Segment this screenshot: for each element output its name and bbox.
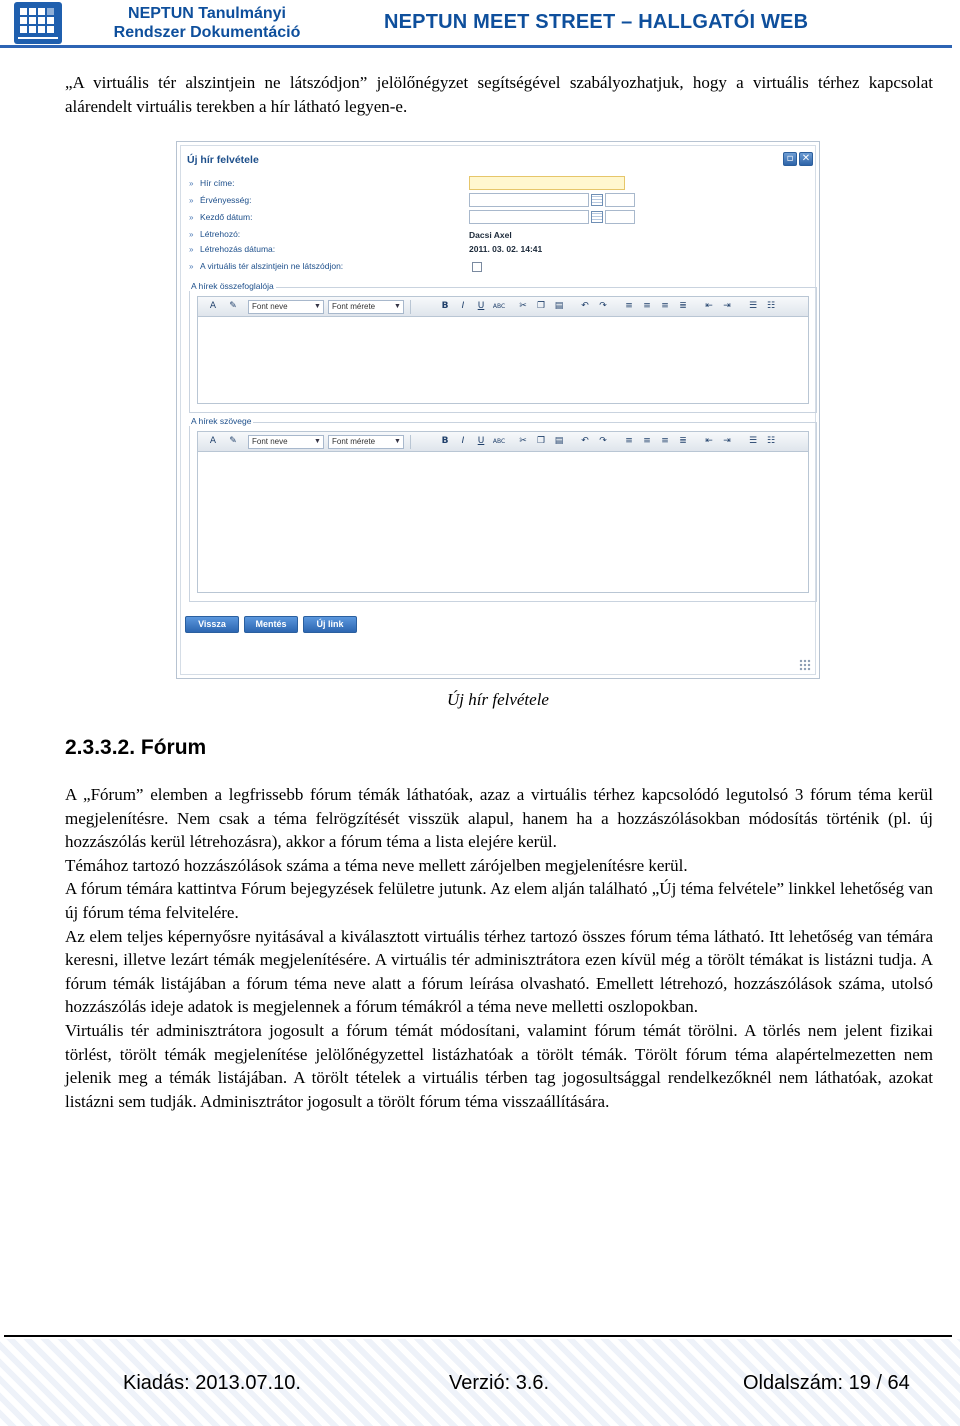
paste-icon[interactable]: ▤ (554, 301, 564, 311)
highlight-icon[interactable]: ✎ (229, 436, 237, 446)
created-date-value: 2011. 03. 02. 14:41 (469, 244, 543, 254)
footer-release: Kiadás: 2013.07.10. (123, 1372, 301, 1394)
paragraph: A „Fórum” elemben a legfrissebb fórum témák láthatóak, azaz a virtuális térhez kapcsolódó legutolsó 3 fórum téma kerül megjelenítésre. Nem csak a téma felrögzítését visszük alapul, hanem ha a hozzászólásokban módosítás történik (pl. új hozzászólás kerül létrehozásra), akkor a fórum téma a lista elejére kerül. (65, 785, 933, 852)
align-center-icon[interactable]: ≡ (643, 301, 651, 311)
validity-time-input[interactable] (605, 193, 635, 207)
chevron-down-icon: ▼ (394, 438, 401, 445)
undo-icon[interactable]: ↶ (581, 301, 589, 311)
save-button[interactable]: Mentés (244, 616, 298, 633)
bullet-list-icon[interactable]: ☰ (748, 436, 758, 446)
form-panel (180, 145, 816, 675)
bold-icon[interactable]: B (441, 436, 449, 446)
font-size-select[interactable]: Font mérete ▼ (328, 300, 404, 314)
arrow-icon: » (189, 230, 194, 239)
field-label-validity: » Érvényesség: (189, 195, 252, 205)
field-label-creator: » Létrehozó: (189, 229, 241, 239)
align-left-icon[interactable]: ≡ (625, 301, 633, 311)
field-label-created-date: » Létrehozás dátuma: (189, 244, 276, 254)
news-title-input[interactable] (469, 176, 625, 190)
maximize-icon[interactable]: ▫ (783, 152, 797, 166)
bold-icon[interactable]: B (441, 301, 449, 311)
header-divider (0, 45, 952, 48)
calendar-icon[interactable] (591, 194, 603, 206)
arrow-icon: » (189, 213, 194, 222)
copy-icon[interactable]: ❐ (536, 301, 546, 311)
creator-value: Dacsi Axel (469, 230, 512, 240)
footer-divider (4, 1335, 952, 1337)
new-news-form-screenshot (176, 141, 820, 679)
toolbar-divider (410, 300, 411, 314)
cut-icon[interactable]: ✂ (519, 436, 527, 446)
neptun-logo-icon (14, 2, 62, 44)
paragraph: Virtuális tér adminisztrátora jogosult a fórum témát módosítani, valamint fórum témát törölni. A törlés nem jelent fizikai törlést, törölt témák megjelenítése jelölőnégyzettel listázhatóak a törölt témák. Törölt fórum téma alapértelmezetten nem jelenik meg a témák listájában. A törölt tételek a virtuális térben tag jogosultsággal rendelkezőknél nem láthatóak, azokat listázni sem tudják. Adminisztrátor jogosult a törölt fórum téma visszaállítására. (65, 1020, 933, 1111)
bullet-list-icon[interactable]: ☰ (748, 301, 758, 311)
header-doc-title (92, 4, 322, 42)
cut-icon[interactable]: ✂ (519, 301, 527, 311)
new-link-button[interactable]: Új link (303, 616, 357, 633)
paragraph: Az elem teljes képernyősre nyitásával a kiválasztott virtuális térhez tartozó összes fórum téma látható. Itt lehetőség van témára keresni, illetve lezárt témák megjelenítésére. A virtuális tér adminisztrátora ezen kívül még a törölt témákat is listázni tudja. A fórum témák listájában a fórum téma neve alatt a fórum leírása olvasható. Emellett létrehozó, hozzászólások száma, utolsó hozzászólás ideje adatok is megjelennek a fórum témákról a téma neve melletti oszlopokban. (65, 926, 933, 1017)
outdent-icon[interactable]: ⇤ (705, 301, 713, 311)
header-line-1: NEPTUN Tanulmányi (128, 5, 286, 22)
chevron-down-icon: ▼ (314, 438, 321, 445)
field-label-start-date: » Kezdő dátum: (189, 212, 253, 222)
spellcheck-icon[interactable]: ABC (492, 303, 506, 310)
summary-group-label: A hírek összefoglalója (191, 281, 274, 291)
toolbar-divider (410, 435, 411, 449)
align-right-icon[interactable]: ≡ (661, 301, 669, 311)
indent-icon[interactable]: ⇥ (723, 301, 731, 311)
underline-icon[interactable]: U (477, 301, 485, 311)
calendar-icon[interactable] (591, 211, 603, 223)
forum-section-body (65, 783, 933, 1113)
back-button[interactable]: Vissza (185, 616, 239, 633)
undo-icon[interactable]: ↶ (581, 436, 589, 446)
font-size-select[interactable]: Font mérete ▼ (328, 435, 404, 449)
start-date-input[interactable] (469, 210, 589, 224)
arrow-icon: » (189, 245, 194, 254)
paste-icon[interactable]: ▤ (554, 436, 564, 446)
italic-icon[interactable]: I (461, 301, 465, 311)
font-name-select[interactable]: Font neve ▼ (248, 435, 324, 449)
align-left-icon[interactable]: ≡ (625, 436, 633, 446)
paragraph: A fórum témára kattintva Fórum bejegyzések felületre jutunk. Az elem alján található „Új téma felvétele” linkkel lehetőség van új fórum téma felvitelére. (65, 879, 933, 922)
hide-sublevels-checkbox[interactable] (472, 262, 482, 272)
arrow-icon: » (189, 179, 194, 188)
align-right-icon[interactable]: ≡ (661, 436, 669, 446)
font-name-select[interactable]: Font neve ▼ (248, 300, 324, 314)
chevron-down-icon: ▼ (314, 303, 321, 310)
page-header (0, 0, 960, 48)
font-color-icon[interactable]: A (209, 301, 217, 311)
form-title: Új hír felvétele (187, 154, 259, 166)
highlight-icon[interactable]: ✎ (229, 301, 237, 311)
footer-version: Verzió: 3.6. (449, 1372, 550, 1394)
header-product-title: NEPTUN MEET STREET – HALLGATÓI WEB (384, 11, 809, 33)
validity-date-input[interactable] (469, 193, 589, 207)
arrow-icon: » (189, 262, 194, 271)
text-group-label: A hírek szövege (191, 416, 252, 426)
justify-icon[interactable]: ≣ (679, 436, 687, 446)
editor-toolbar (198, 297, 808, 317)
align-center-icon[interactable]: ≡ (643, 436, 651, 446)
redo-icon[interactable]: ↷ (599, 301, 607, 311)
editor-toolbar (198, 432, 808, 452)
field-label-hide-sublevels: » A virtuális tér alszintjein ne látszódjon: (189, 261, 344, 271)
summary-editor[interactable] (197, 296, 809, 404)
text-editor[interactable] (197, 431, 809, 593)
outdent-icon[interactable]: ⇤ (705, 436, 713, 446)
start-time-input[interactable] (605, 210, 635, 224)
spellcheck-icon[interactable]: ABC (492, 438, 506, 445)
numbered-list-icon[interactable]: ☷ (766, 301, 776, 311)
footer-page-number: Oldalszám: 19 / 64 (743, 1372, 910, 1394)
italic-icon[interactable]: I (461, 436, 465, 446)
field-label-title: » Hír címe: (189, 178, 235, 188)
redo-icon[interactable]: ↷ (599, 436, 607, 446)
numbered-list-icon[interactable]: ☷ (766, 436, 776, 446)
justify-icon[interactable]: ≣ (679, 301, 687, 311)
close-icon[interactable]: ✕ (799, 152, 813, 166)
chevron-down-icon: ▼ (394, 303, 401, 310)
resize-grip-icon[interactable] (799, 659, 811, 671)
intro-paragraph: „A virtuális tér alszintjein ne látszódjon” jelölőnégyzet segítségével szabályozhatjuk, hogy a virtuális térhez kapcsolat alárendelt virtuális terekben a hír látható legyen-e. (65, 73, 933, 116)
copy-icon[interactable]: ❐ (536, 436, 546, 446)
indent-icon[interactable]: ⇥ (723, 436, 731, 446)
underline-icon[interactable]: U (477, 436, 485, 446)
font-color-icon[interactable]: A (209, 436, 217, 446)
header-line-2: Rendszer Dokumentáció (113, 24, 301, 41)
paragraph: Témához tartozó hozzászólások száma a téma neve mellett zárójelben megjelenítésre kerül. (65, 855, 688, 875)
figure-caption: Új hír felvétele (447, 690, 549, 709)
section-title: 2.3.3.2. Fórum (65, 736, 207, 759)
arrow-icon: » (189, 196, 194, 205)
